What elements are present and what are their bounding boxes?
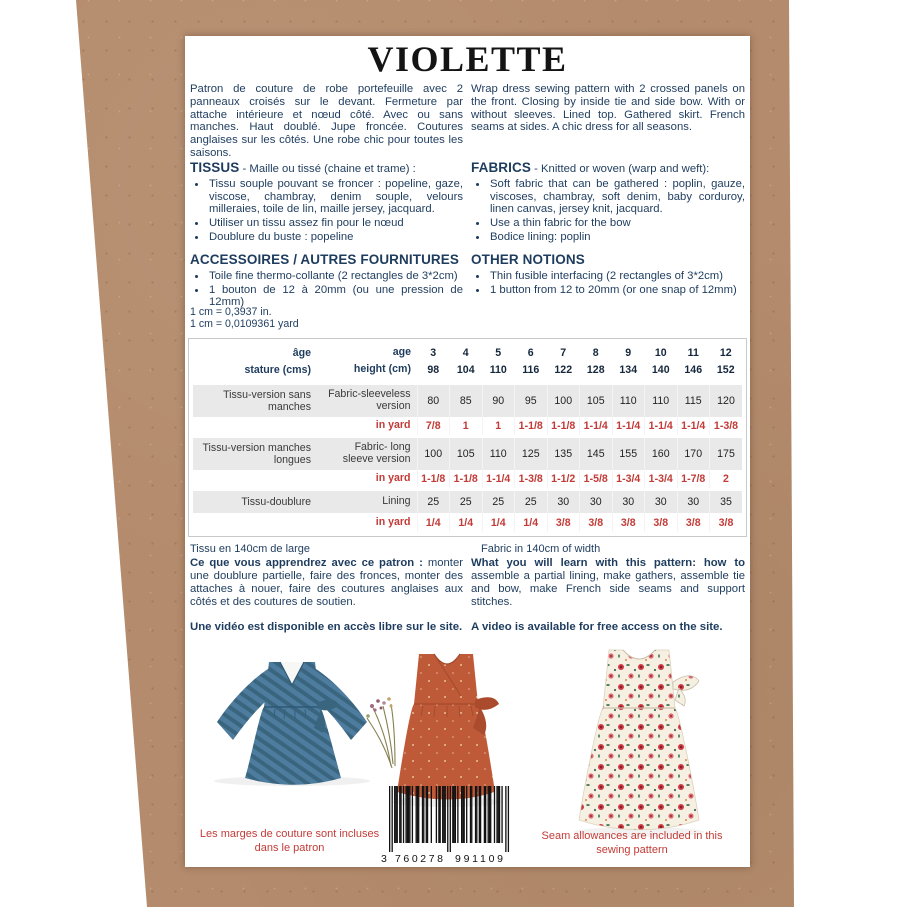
video-note-fr: Une vidéo est disponible en accès libre sur le site. <box>190 621 463 633</box>
size-value: 135 <box>547 436 580 470</box>
pattern-back-label <box>185 36 750 867</box>
height-value: 152 <box>710 362 743 383</box>
barcode-left-group: 760278 <box>395 853 443 864</box>
size-value: 125 <box>515 436 548 470</box>
row-label-en: Fabric-sleeveless version <box>321 383 417 417</box>
size-value: 25 <box>417 489 450 513</box>
size-value: 3/8 <box>580 513 613 532</box>
size-value: 175 <box>710 436 743 470</box>
row-label-fr: Tissu-version manches longues <box>193 436 321 470</box>
list-item: • 1 button from 12 to 20mm (or one snap of 12mm) <box>488 284 745 297</box>
size-value: 1-1/8 <box>417 470 450 489</box>
list-item: • Thin fusible interfacing (2 rectangles of 3*2cm) <box>488 270 745 283</box>
size-value: 100 <box>547 383 580 417</box>
dried-flower-heads <box>366 697 392 718</box>
size-value: 160 <box>645 436 678 470</box>
size-value: 1-1/4 <box>580 417 613 436</box>
size-value: 105 <box>580 383 613 417</box>
size-value: 1-1/8 <box>547 417 580 436</box>
row-label-fr <box>193 513 321 532</box>
section-accessoires <box>190 252 463 310</box>
size-value: 110 <box>645 383 678 417</box>
list-item: • Use a thin fabric for the bow <box>488 217 745 230</box>
age-value: 8 <box>592 346 599 359</box>
list-item: • Soft fabric that can be gathered : poplin, gauze, viscoses, chambray, soft denim, baby corduroy, linen canvas, jersey knit, jacquard. <box>488 178 745 216</box>
intro-english: Wrap dress sewing pattern with 2 crossed panels on the front. Closing by inside tie and side bow. With or without sleeves. Lined top. Gathered skirt. French seams at sides. A chic dress for all seasons. <box>471 83 745 134</box>
size-value: 3/8 <box>645 513 678 532</box>
size-value: 3/8 <box>612 513 645 532</box>
section-tissus <box>190 160 463 245</box>
size-value: 1-1/2 <box>547 470 580 489</box>
size-value: 30 <box>547 489 580 513</box>
size-value: 105 <box>450 436 483 470</box>
barcode-first-digit: 3 <box>381 853 387 864</box>
size-value: 25 <box>515 489 548 513</box>
age-label-fr: âge <box>292 346 311 359</box>
size-value: 1-1/4 <box>612 417 645 436</box>
learn-rest-fr: monter une doublure partielle, faire des fronces, monter des attaches à nouer, faire des coutures anglaises aux côtés et des coutures de soutien. <box>190 557 463 609</box>
other-notions-heading-line <box>471 252 745 268</box>
row-label-fr: Tissu-doublure <box>193 489 321 513</box>
size-value: 1-3/4 <box>612 470 645 489</box>
size-value: 1-1/8 <box>450 470 483 489</box>
age-value: 4 <box>462 346 469 359</box>
age-value: 5 <box>495 346 502 359</box>
list-item: • 1 bouton de 12 à 20mm (ou une pression de 12mm) <box>207 284 463 310</box>
size-table-grid <box>193 343 742 532</box>
size-value: 115 <box>677 383 710 417</box>
size-value: 30 <box>677 489 710 513</box>
height-value: 104 <box>450 362 483 383</box>
fabrics-list <box>473 178 745 244</box>
row-label-en: Fabric- long sleeve version <box>321 436 417 470</box>
size-value: 100 <box>417 436 450 470</box>
list-item: • Tissu souple pouvant se froncer : popeline, gaze, viscose, chambray, denim souple, velours milleraies, toile de lin, maille jersey, jacquard. <box>207 178 463 216</box>
size-value: 1-1/8 <box>515 417 548 436</box>
tissus-heading-line <box>190 160 463 176</box>
size-value: 25 <box>450 489 483 513</box>
fabrics-subheading: - Knitted or woven (warp and weft): <box>530 163 710 175</box>
age-value: 9 <box>625 346 632 359</box>
fabrics-heading-line <box>471 160 745 176</box>
size-value: 1/4 <box>450 513 483 532</box>
barcode-graphic <box>381 786 511 864</box>
size-value: 1 <box>450 417 483 436</box>
list-item: • Doublure du buste : popeline <box>207 231 463 244</box>
row-label-fr: Tissu-version sans manches <box>193 383 321 417</box>
learn-lead-fr: Ce que vous apprendrez avec ce patron : <box>190 557 423 569</box>
height-label-en: height (cm) <box>321 362 417 383</box>
size-value: 3/8 <box>710 513 743 532</box>
seam-allowance-note-fr: Les marges de couture sont incluses dans le patron <box>199 828 380 854</box>
size-value: 1-1/4 <box>482 470 515 489</box>
size-value: 30 <box>612 489 645 513</box>
list-item: • Toile fine thermo-collante (2 rectangles de 3*2cm) <box>207 270 463 283</box>
size-value: 1/4 <box>515 513 548 532</box>
section-fabrics <box>471 160 745 245</box>
row-label-en: in yard <box>321 513 417 532</box>
height-value: 110 <box>482 362 515 383</box>
height-value: 140 <box>645 362 678 383</box>
height-value: 134 <box>612 362 645 383</box>
size-value: 1 <box>482 417 515 436</box>
accessoires-heading-line <box>190 252 463 268</box>
fabrics-heading: FABRICS <box>471 160 531 175</box>
photo-floral-dress <box>557 642 723 847</box>
age-value: 3 <box>430 346 437 359</box>
age-value: 11 <box>687 346 699 359</box>
size-value: 80 <box>417 383 450 417</box>
learn-rest-en: assemble a partial lining, make gathers, assemble tie and bow, make French side seams and support stitches. <box>471 570 745 609</box>
age-value: 12 <box>719 346 732 359</box>
size-value: 3/8 <box>547 513 580 532</box>
size-value: 95 <box>515 383 548 417</box>
list-item: • Bodice lining: poplin <box>488 231 745 244</box>
height-value: 128 <box>580 362 613 383</box>
row-label-fr <box>193 417 321 436</box>
size-value: 1-3/8 <box>710 417 743 436</box>
height-value: 116 <box>515 362 548 383</box>
other-notions-heading: OTHER NOTIONS <box>471 252 585 267</box>
video-note-en: A video is available for free access on the site. <box>471 621 723 633</box>
other-notions-list <box>473 270 745 297</box>
size-value: 25 <box>482 489 515 513</box>
size-table-head <box>193 343 742 383</box>
learn-paragraph-fr <box>190 557 463 609</box>
floral-dress-illustration <box>557 642 723 842</box>
row-label-fr <box>193 470 321 489</box>
age-value: 7 <box>560 346 567 359</box>
size-value: 85 <box>450 383 483 417</box>
size-table-body <box>193 383 742 532</box>
size-table <box>188 338 747 537</box>
section-other-notions <box>471 252 745 297</box>
dried-flowers <box>367 704 395 768</box>
fabric-width-note-en: Fabric in 140cm of width <box>481 543 601 555</box>
size-value: 1-1/4 <box>645 417 678 436</box>
size-value: 120 <box>710 383 743 417</box>
height-value: 98 <box>417 362 450 383</box>
size-value: 1/4 <box>482 513 515 532</box>
size-value: 170 <box>677 436 710 470</box>
unit-conversion <box>190 307 299 331</box>
intro-french: Patron de couture de robe portefeuille avec 2 panneaux croisés sur le devant. Fermeture par attache intérieure et nœud côté. Avec ou sans manches. Haut doublé. Jupe froncée. Coutures anglaises sur les côtés. Une robe chic pour toutes les saisons. <box>190 83 463 159</box>
learn-lead-en: What you will learn with this pattern: how to <box>471 557 745 569</box>
size-value: 35 <box>710 489 743 513</box>
height-value: 146 <box>677 362 710 383</box>
conversion-yard: 1 cm = 0,0109361 yard <box>190 317 299 330</box>
size-value: 1-3/4 <box>645 470 678 489</box>
size-value: 1-5/8 <box>580 470 613 489</box>
age-value: 10 <box>654 346 667 359</box>
height-value: 122 <box>547 362 580 383</box>
conversion-inch: 1 cm = 0,3937 in. <box>190 306 272 318</box>
fabric-width-note-fr: Tissu en 140cm de large <box>190 543 311 555</box>
size-value: 110 <box>482 436 515 470</box>
learn-paragraph-en <box>471 557 745 609</box>
accessoires-heading: ACCESSOIRES / AUTRES FOURNITURES <box>190 252 459 267</box>
size-value: 1/4 <box>417 513 450 532</box>
size-value: 1-1/4 <box>677 417 710 436</box>
pattern-title: VIOLETTE <box>367 39 568 79</box>
age-value: 6 <box>527 346 534 359</box>
height-label-fr: stature (cms) <box>193 362 321 383</box>
size-value: 2 <box>710 470 743 489</box>
tissus-heading: TISSUS <box>190 160 240 175</box>
size-value: 110 <box>612 383 645 417</box>
tissus-list <box>192 178 463 244</box>
size-value: 7/8 <box>417 417 450 436</box>
size-value: 90 <box>482 383 515 417</box>
size-value: 30 <box>645 489 678 513</box>
row-label-en: in yard <box>321 417 417 436</box>
size-value: 30 <box>580 489 613 513</box>
row-label-en: in yard <box>321 470 417 489</box>
tissus-subheading: - Maille ou tissé (chaine et trame) : <box>239 163 416 175</box>
barcode-right-group: 991109 <box>455 853 503 864</box>
list-item: • Utiliser un tissu assez fin pour le nœud <box>207 217 463 230</box>
row-label-en: Lining <box>321 489 417 513</box>
size-value: 1-7/8 <box>677 470 710 489</box>
barcode <box>381 786 511 864</box>
size-value: 155 <box>612 436 645 470</box>
age-label-en: age <box>392 345 411 358</box>
accessoires-list <box>192 270 463 309</box>
seam-allowance-note-en: Seam allowances are included in this sewing pattern <box>541 830 723 856</box>
size-value: 145 <box>580 436 613 470</box>
size-value: 1-3/8 <box>515 470 548 489</box>
size-value: 3/8 <box>677 513 710 532</box>
